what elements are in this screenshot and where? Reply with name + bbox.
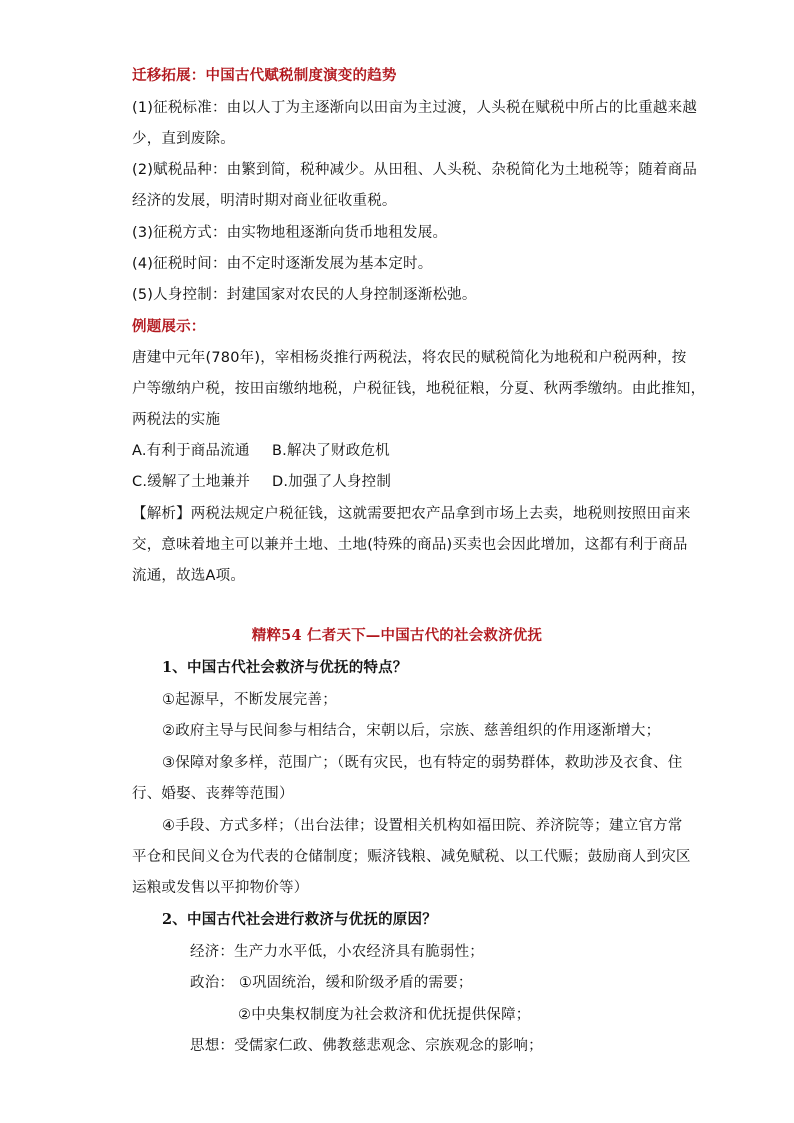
tax-trend-line-1: (1)征税标准：由以人丁为主逐渐向以田亩为主过渡，人头税在赋税中所占的比重越来越 [132,100,698,116]
option-c: C.缓解了土地兼并 [132,474,251,490]
q1-line-4: 行、婚娶、丧葬等范围） [132,786,294,802]
q2-line-economy: 经济：生产力水平低，小农经济具有脆弱性； [190,944,484,960]
q2-line-politics-2: ②中央集权制度为社会救济和优抚提供保障； [238,1007,531,1023]
q2-line-thought: 思想：受儒家仁政、佛教慈悲观念、宗族观念的影响； [190,1038,543,1054]
q2-heading: 2、中国古代社会进行救济与优抚的原因？ [162,911,437,928]
tax-trend-line-6: (4)征税时间：由不定时逐渐发展为基本定时。 [132,256,433,272]
tax-trend-line-3: (2)赋税品种：由繁到简，税种减少。从田租、人头税、杂税简化为土地税等；随着商品 [132,162,698,178]
tax-trend-line-5: (3)征税方式：由实物地租逐渐向货币地租发展。 [132,225,448,241]
tax-trend-line-2: 少，直到废除。 [132,131,235,147]
q1-line-7: 运粮或发售以平抑物价等） [132,880,309,896]
section-title-social-relief: 精粹54 仁者天下—中国古代的社会救济优抚 [251,627,543,644]
example-question-line-3: 两税法的实施 [132,412,221,428]
q1-line-6: 平仓和民间义仓为代表的仓储制度；赈济钱粮、减免赋税、以工代赈；鼓励商人到灾区 [132,849,691,865]
section-heading-tax-trend: 迁移拓展：中国古代赋税制度演变的趋势 [132,68,397,84]
example-heading: 例题展示： [132,319,206,335]
example-question-line-2: 户等缴纳户税，按田亩缴纳地税，户税征钱，地税征粮，分夏、秋两季缴纳。由此推知， [132,381,706,397]
q1-heading: 1、中国古代社会救济与优抚的特点？ [162,659,408,676]
analysis-line-1: 【解析】两税法规定户税征钱，这就需要把农产品拿到市场上去卖，地税则按照田亩来 [132,506,691,522]
option-d: D.加强了人身控制 [272,474,392,490]
option-b: B.解决了财政危机 [272,443,390,459]
example-question-line-1: 唐建中元年(780年)，宰相杨炎推行两税法，将农民的赋税简化为地税和户税两种，按 [132,350,687,366]
tax-trend-line-4: 经济的发展，明清时期对商业征收重税。 [132,193,397,209]
q1-line-2: ②政府主导与民间参与相结合，宋朝以后，宗族、慈善组织的作用逐渐增大； [162,723,661,739]
q1-line-3: ③保障对象多样，范围广；（既有灾民，也有特定的弱势群体，救助涉及衣食、住 [162,755,683,771]
tax-trend-line-7: (5)人身控制：封建国家对农民的人身控制逐渐松弛。 [132,287,477,303]
q2-line-politics-1: 政治： ①巩固统治，缓和阶级矛盾的需要； [190,975,473,991]
q1-line-1: ①起源早，不断发展完善； [162,692,337,708]
analysis-line-2: 交，意味着地主可以兼并土地、土地(特殊的商品)买卖也会因此增加，这都有利于商品 [132,537,688,553]
option-a: A.有利于商品流通 [132,443,250,459]
q1-line-5: ④手段、方式多样；（出台法律；设置相关机构如福田院、养济院等；建立官方常 [162,818,683,834]
analysis-line-3: 流通，故选A项。 [132,568,246,584]
